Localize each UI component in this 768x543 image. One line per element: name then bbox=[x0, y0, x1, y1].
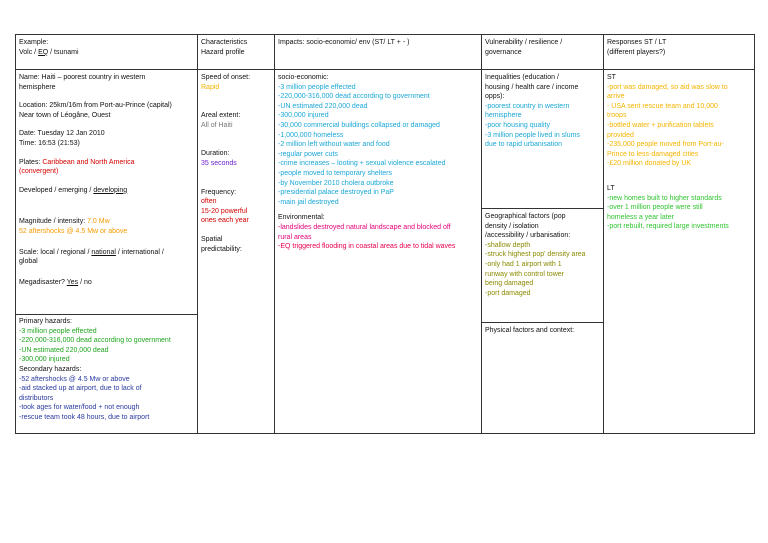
socio-impact-item: -presidential palace destroyed in PaP bbox=[278, 189, 394, 197]
socio-impact-item: -2 million left without water and food bbox=[278, 141, 390, 149]
speed-value: Rapid bbox=[201, 83, 220, 91]
example-name-1: Name: Haiti – poorest country in western bbox=[19, 74, 146, 81]
inequalities-label-3: opps): bbox=[485, 93, 505, 101]
header-impacts-text: Impacts: socio-economic/ env (ST/ LT + - ) bbox=[278, 39, 410, 46]
physical-section bbox=[482, 322, 603, 336]
secondary-hazard-item: -took ages for water/food + not enough bbox=[19, 404, 140, 412]
lt-response-item: -port rebuilt, required large investments bbox=[607, 223, 729, 231]
inequalities-section bbox=[482, 70, 603, 208]
example-development bbox=[19, 186, 194, 196]
responses-cell bbox=[604, 70, 755, 434]
example-aftershocks: 52 aftershocks @ 4.5 Mw or above bbox=[19, 227, 128, 235]
socio-impact-item: -220,000-316,000 dead according to government bbox=[278, 93, 430, 101]
st-response-item: -£20 million donated by UK bbox=[607, 160, 692, 168]
type-eq-selected: EQ bbox=[38, 48, 49, 56]
secondary-hazard-item: -aid stacked up at airport, due to lack of bbox=[19, 385, 142, 393]
duration-value: 35 seconds bbox=[201, 159, 237, 167]
areal-label: Areal extent: bbox=[201, 112, 241, 120]
header-responses bbox=[604, 35, 755, 70]
magnitude-label: Magnitude / intensity: bbox=[19, 218, 88, 226]
content-row bbox=[16, 70, 755, 434]
header-row bbox=[16, 35, 755, 70]
frequency-value-3: ones each year bbox=[201, 217, 249, 225]
header-characteristics-line1: Characteristics bbox=[201, 39, 248, 46]
magnitude-value: 7.0 Mw bbox=[87, 218, 110, 226]
primary-hazard-item: -300,000 injured bbox=[19, 356, 70, 364]
secondary-hazard-item: distributors bbox=[19, 394, 54, 402]
development-options: Developed / emerging / bbox=[19, 186, 94, 194]
plates-label: Plates: bbox=[19, 158, 43, 166]
spatial-label-2: predictability: bbox=[201, 245, 242, 253]
plates-type: (convergent) bbox=[19, 168, 59, 176]
header-responses-line2: (different players?) bbox=[607, 48, 666, 56]
scale-global: global bbox=[19, 258, 38, 266]
impacts-cell bbox=[275, 70, 482, 434]
geographical-item: -struck highest pop' density area bbox=[485, 251, 586, 259]
spatial-label-1: Spatial bbox=[201, 235, 223, 243]
example-megadisaster bbox=[19, 278, 194, 288]
header-example bbox=[16, 35, 198, 70]
mega-label: Megadisaster? bbox=[19, 278, 67, 286]
lt-response-item: -over 1 million people were still bbox=[607, 204, 703, 212]
socio-impact-item: -3 million people effected bbox=[278, 83, 356, 91]
st-response-item: -235,000 people moved from Port-au- bbox=[607, 141, 724, 149]
areal-value: All of Haiti bbox=[201, 121, 233, 129]
primary-hazards-label: Primary hazards: bbox=[19, 318, 72, 325]
vulnerability-cell bbox=[482, 70, 604, 434]
example-name-2: hemisphere bbox=[19, 83, 56, 91]
socio-economic-label: socio-economic: bbox=[278, 74, 329, 81]
socio-impact-item: -1,000,000 homeless bbox=[278, 131, 344, 139]
st-response-item: -port was damaged, so aid was slow to bbox=[607, 83, 728, 91]
geographical-item: -shallow depth bbox=[485, 241, 531, 249]
frequency-label: Frequency: bbox=[201, 188, 237, 196]
primary-hazard-item: -220,000-316,000 dead according to government bbox=[19, 337, 171, 345]
header-vulnerability-line2: governance bbox=[485, 48, 522, 56]
speed-label: Speed of onset: bbox=[201, 74, 251, 81]
mega-selected: Yes bbox=[66, 278, 79, 286]
socio-impact-item: -by November 2010 cholera outbroke bbox=[278, 179, 394, 187]
long-term-label: LT bbox=[607, 184, 615, 192]
scale-options-a: Scale: local / regional / bbox=[19, 248, 92, 256]
geographical-label-3: /accessibility / urbanisation: bbox=[485, 232, 571, 240]
primary-hazard-item: -3 million people effected bbox=[19, 327, 97, 335]
socio-impact-item: -main jail destroyed bbox=[278, 198, 339, 206]
geographical-item: runway with control tower bbox=[485, 270, 564, 278]
geographical-item: being damaged bbox=[485, 280, 534, 288]
env-impact-item: -landslides destroyed natural landscape and blocked off bbox=[278, 223, 451, 231]
socio-impact-item: -300,000 injured bbox=[278, 112, 329, 120]
inequalities-label-1: Inequalities (education / bbox=[485, 74, 559, 81]
example-hazards bbox=[16, 314, 197, 423]
env-impact-item: -EQ triggered flooding in coastal areas due to tidal waves bbox=[278, 243, 456, 251]
inequality-item: -poorest country in western bbox=[485, 102, 570, 110]
lt-response-item: -new homes built to higher standards bbox=[607, 194, 722, 202]
socio-impact-item: -UN estimated 220,000 dead bbox=[278, 102, 368, 110]
scale-selected: national bbox=[91, 248, 116, 256]
header-impacts bbox=[275, 35, 482, 70]
frequency-value-2: 15-20 powerful bbox=[201, 207, 248, 215]
example-plates bbox=[19, 158, 194, 168]
type-volc: Volc / bbox=[19, 48, 39, 56]
example-time: Time: 16:53 (21:53) bbox=[19, 139, 80, 147]
lt-response-item: homeless a year later bbox=[607, 213, 674, 221]
header-example-title: Example: bbox=[19, 39, 49, 46]
inequalities-label-2: housing / health care / income bbox=[485, 83, 579, 91]
geographical-item: -only had 1 airport with 1 bbox=[485, 260, 562, 268]
mega-no: / no bbox=[78, 278, 92, 286]
inequality-item: -poor housing quality bbox=[485, 121, 550, 129]
geographical-item: -port damaged bbox=[485, 289, 531, 297]
short-term-label: ST bbox=[607, 74, 616, 81]
inequality-item: hemisphere bbox=[485, 112, 522, 120]
geographical-label-1: Geographical factors (pop bbox=[485, 213, 566, 220]
st-response-item: Prince to less-damaged cities bbox=[607, 150, 699, 158]
example-date: Date: Tuesday 12 Jan 2010 bbox=[19, 130, 105, 138]
physical-factors-label: Physical factors and context: bbox=[485, 327, 575, 334]
secondary-hazard-item: -52 aftershocks @ 4.5 Mw or above bbox=[19, 375, 130, 383]
duration-label: Duration: bbox=[201, 150, 230, 158]
example-details bbox=[16, 70, 197, 314]
development-selected: developing bbox=[93, 186, 128, 194]
example-scale bbox=[19, 248, 194, 258]
header-vulnerability-line1: Vulnerability / resilience / bbox=[485, 39, 563, 46]
example-location-1: Location: 25km/16m from Port-au-Prince (capital) bbox=[19, 102, 172, 110]
header-example-types bbox=[19, 48, 194, 58]
header-characteristics-line2: Hazard profile bbox=[201, 48, 245, 56]
inequality-item: due to rapid urbanisation bbox=[485, 141, 563, 149]
st-response-item: troops bbox=[607, 112, 627, 120]
socio-impact-item: -regular power cuts bbox=[278, 150, 338, 158]
header-characteristics bbox=[198, 35, 275, 70]
socio-impact-item: -people moved to temporary shelters bbox=[278, 169, 392, 177]
geographical-section bbox=[482, 208, 603, 322]
inequality-item: -3 million people lived in slums bbox=[485, 131, 580, 139]
geographical-label-2: density / isolation bbox=[485, 222, 539, 230]
st-response-item: provided bbox=[607, 131, 634, 139]
case-study-table bbox=[15, 34, 755, 434]
frequency-value-1: often bbox=[201, 198, 217, 206]
example-location-2: Near town of Léogâne, Ouest bbox=[19, 111, 111, 119]
st-response-item: -bottled water + purification tablets bbox=[607, 121, 714, 129]
plates-value: Caribbean and North America bbox=[42, 158, 135, 166]
example-magnitude bbox=[19, 217, 194, 227]
secondary-hazards-label: Secondary hazards: bbox=[19, 365, 82, 373]
type-tsunami: / tsunami bbox=[48, 48, 79, 56]
socio-impact-item: -30,000 commercial buildings collapsed or damaged bbox=[278, 121, 440, 129]
example-cell bbox=[16, 70, 198, 434]
socio-impact-item: -crime increases – looting + sexual violence escalated bbox=[278, 160, 446, 168]
header-vulnerability bbox=[482, 35, 604, 70]
primary-hazard-item: -UN estimated 220,000 dead bbox=[19, 346, 109, 354]
characteristics-cell bbox=[198, 70, 275, 434]
st-response-item: arrive bbox=[607, 93, 625, 101]
env-impact-item: rural areas bbox=[278, 233, 312, 241]
environmental-label: Environmental: bbox=[278, 214, 325, 222]
secondary-hazard-item: -rescue team took 48 hours, due to airport bbox=[19, 413, 150, 421]
scale-options-c: / international / bbox=[115, 248, 164, 256]
st-response-item: - USA sent rescue team and 10,000 bbox=[607, 102, 718, 110]
header-responses-line1: Responses ST / LT bbox=[607, 39, 667, 46]
